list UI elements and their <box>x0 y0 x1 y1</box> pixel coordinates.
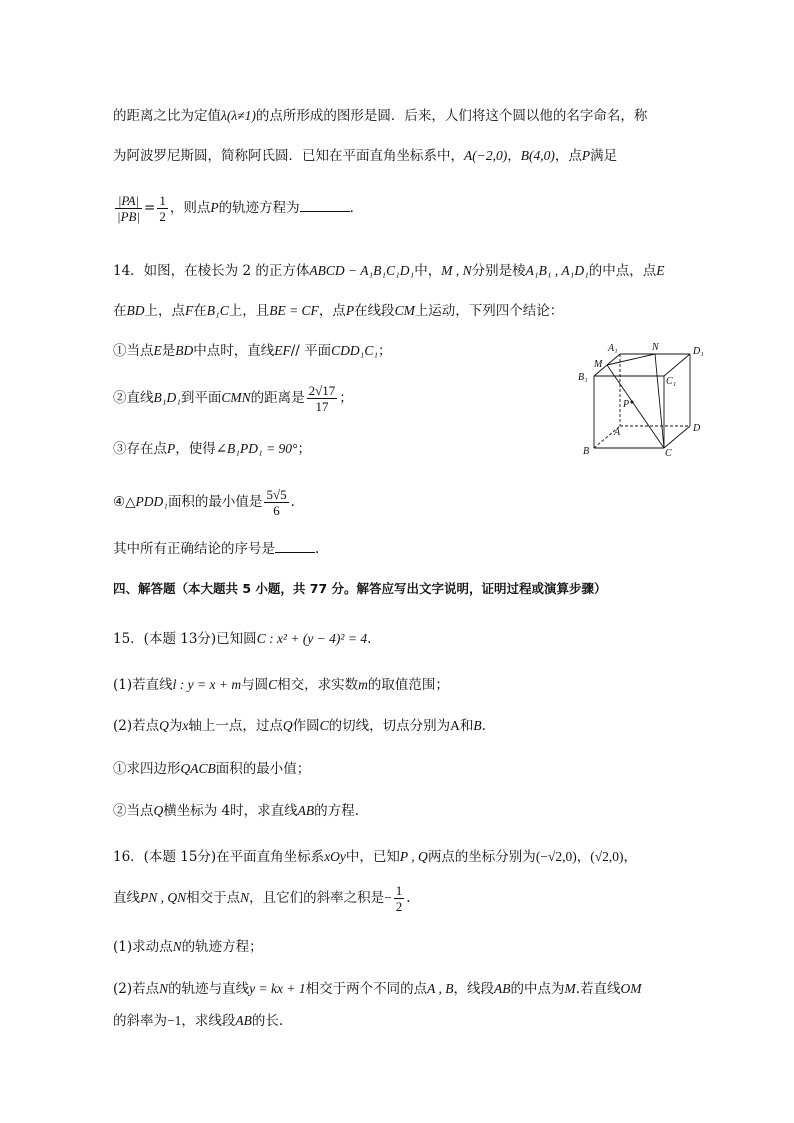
p13-line-1: 的距离之比为定值λ(λ≠1)的点所形成的图形是圆．后来，人们将这个圆以他的名字命名，称 <box>113 108 648 124</box>
p16-line-1: 16．(本题 15分)在平面直角坐标系xOy中，已知P , Q两点的坐标分别为(−√2,0)，(√2,0)， <box>113 849 637 865</box>
p13-line-2: 为阿波罗尼斯圆，简称阿氏圆．已知在平面直角坐标系中，A(−2,0)，B(4,0)，点P满足 <box>113 148 618 164</box>
answer-blank <box>300 199 350 212</box>
answer-blank <box>275 540 315 553</box>
label-n: N <box>652 342 659 353</box>
label-m: M <box>594 359 603 370</box>
p14-statement-3: ③存在点P，使得∠B₁PD₁ = 90°； <box>113 441 311 457</box>
label-b: B <box>583 446 590 457</box>
p14-line-2: 在BD上，点F在B₁C上，且BE = CF，点P在线段CM上运动，下列四个结论： <box>113 303 564 319</box>
label-a1: A₁ <box>608 343 618 354</box>
p16-q2-cont: 的斜率为−1，求线段AB的长. <box>113 1013 284 1029</box>
label-a: A <box>614 427 621 438</box>
p15-line-1: 15．(本题 13分)已知圆C : x² + (y − 4)² = 4. <box>113 631 372 647</box>
p16-line-2: 直线PN , QN相交于点N，且它们的斜率之积是− $\frac{1}{2}$ . <box>113 883 411 914</box>
p16-q2: (2)若点N的轨迹与直线y = kx + 1相交于两个不同的点A , B，线段AB的中点为M.若直线OM <box>113 981 642 997</box>
cube-diagram <box>570 340 720 470</box>
label-b1: B₁ <box>578 372 588 383</box>
fraction-half: $\frac{1}{2}$ <box>159 193 166 224</box>
label-c: C <box>665 448 672 459</box>
p16-q1: (1)求动点N的轨迹方程； <box>113 939 263 955</box>
p15-sub-2: ②当点Q横坐标为 4时，求直线AB的方程. <box>113 803 359 819</box>
label-d: D <box>693 423 701 434</box>
p15-q1: (1)若直线l : y = x + m与圆C相交，求实数m的取值范围； <box>113 677 449 693</box>
cube-figure <box>570 340 720 470</box>
p13-line-3: $\frac{|PA|}{|PB|}$ = $\frac{1}{2}$ ，则点P的轨迹方程为 ． <box>117 193 364 224</box>
label-d1: D₁ <box>693 346 704 357</box>
p15-sub-1: ①求四边形QACB面积的最小值； <box>113 761 311 777</box>
p14-statement-2: ②直线B₁D₁到平面CMN的距离是 $\frac{2√17}{17}$ ； <box>113 383 353 414</box>
point-p <box>631 401 634 404</box>
fraction-pa-pb: $\frac{|PA|}{|PB|}$ <box>117 193 141 224</box>
fraction-2sqrt17: $\frac{2√17}{17}$ <box>308 383 336 414</box>
label-c1: C₁ <box>666 376 677 387</box>
p14-statement-1: ①当点E是BD中点时，直线EF// 平面CDD₁C₁； <box>113 343 392 359</box>
section-heading: 四、解答题（本大题共 5 小题，共 77 分。解答应写出文字说明，证明过程或演算步骤） <box>113 581 607 596</box>
fraction-5sqrt5: $\frac{5√5}{6}$ <box>266 487 287 518</box>
fraction-half-neg: $\frac{1}{2}$ <box>395 883 403 914</box>
p15-q2: (2)若点Q为x轴上一点，过点Q作圆C的切线，切点分别为A和B. <box>113 718 486 734</box>
p14-question: 其中所有正确结论的序号是 . <box>113 541 320 557</box>
p14-statement-4: ④△PDD₁面积的最小值是 $\frac{5√5}{6}$ . <box>113 487 295 518</box>
p14-line-1: 14．如图，在棱长为 2 的正方体ABCD − A₁B₁C₁D₁中，M , N分别是棱A₁B₁ , A₁D₁的中点，点E <box>113 263 665 279</box>
label-p: P <box>623 399 630 410</box>
